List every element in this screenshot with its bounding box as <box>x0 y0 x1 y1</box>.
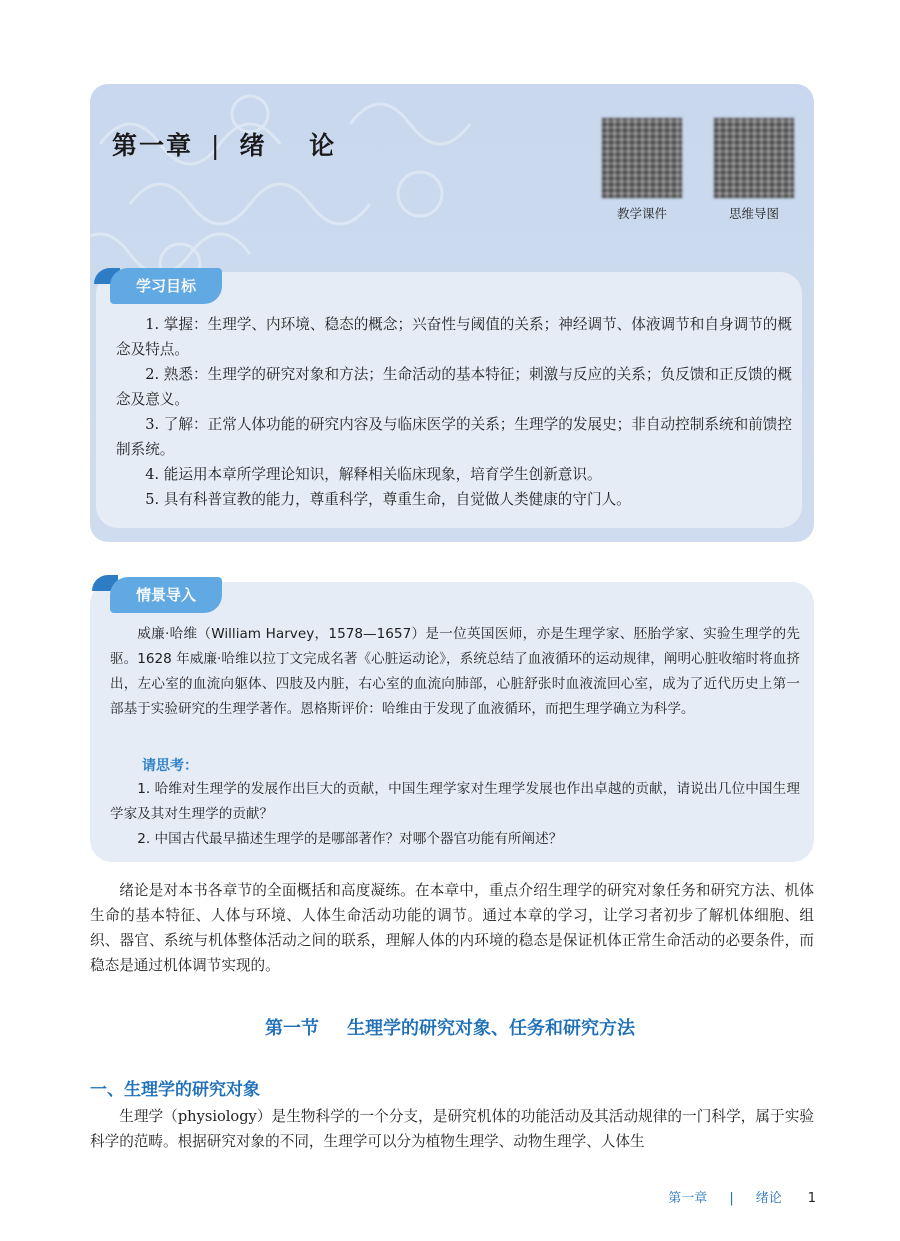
intro-paragraph: 绪论是对本书各章节的全面概括和高度凝练。在本章中，重点介绍生理学的研究对象任务和研究方法、机体生命的基本特征、人体与环境、人体生命活动功能的调节。通过本章的学习，让学习者初步了解机体细胞、组织、器官、系统与机体整体活动之间的联系，理解人体的内环境的稳态是保证机体正常生命活动的必要条件，而稳态是通过机体调节实现的。 <box>90 882 814 974</box>
section-title <box>0 1014 900 1040</box>
section-number: 第一节 <box>265 1018 319 1039</box>
chapter-banner <box>90 84 814 542</box>
think-question-1: 1. 哈维对生理学的发展作出巨大的贡献，中国生理学家对生理学发展也作出卓越的贡献，请说出几位中国生理学家及其对生理学的贡献？ <box>110 781 800 822</box>
page-number: 1 <box>807 1191 816 1206</box>
objective-item-5: 5. 具有科普宣教的能力，尊重科学，尊重生命，自觉做人类健康的守门人。 <box>145 491 631 508</box>
scenario-tab: 情景导入 <box>110 577 222 613</box>
objective-item-2: 2. 熟悉：生理学的研究对象和方法；生命活动的基本特征；刺激与反应的关系；负反馈和正反馈的概念及意义。 <box>116 366 792 408</box>
footer-chapter: 第一章 <box>668 1191 708 1206</box>
chapter-label: 第一章 <box>112 131 194 160</box>
body-paragraph: 生理学（physiology）是生物科学的一个分支，是研究机体的功能活动及其活动规律的一门科学，属于实验科学的范畴。根据研究对象的不同，生理学可以分为植物生理学、动物生理学、人体生 <box>90 1108 814 1150</box>
section-name: 生理学的研究对象、任务和研究方法 <box>347 1018 635 1039</box>
chapter-title <box>112 126 352 162</box>
qr-code-mindmap[interactable] <box>714 118 794 198</box>
objective-item-3: 3. 了解：正常人体功能的研究内容及与临床医学的关系；生理学的发展史；非自动控制系统和前馈控制系统。 <box>116 416 792 458</box>
cloud-pattern <box>90 84 814 274</box>
think-question-2: 2. 中国古代最早描述生理学的是哪部著作？对哪个器官功能有所阐述？ <box>137 831 563 847</box>
footer-name: 绪论 <box>755 1191 782 1206</box>
think-title: 请思考： <box>142 758 198 774</box>
qr-code-courseware[interactable] <box>602 118 682 198</box>
objective-item-4: 4. 能运用本章所学理论知识，解释相关临床现象，培育学生创新意识。 <box>145 466 602 483</box>
subsection-title: 一、生理学的研究对象 <box>90 1080 260 1100</box>
qr-label-mindmap: 思维导图 <box>728 206 779 221</box>
page-footer <box>668 1187 816 1206</box>
objectives-tab: 学习目标 <box>110 268 222 304</box>
footer-separator: | <box>729 1191 734 1206</box>
qr-label-courseware: 教学课件 <box>616 206 667 221</box>
scenario-text: 威廉·哈维（William Harvey，1578—1657）是一位英国医师，亦是生理学家、胚胎学家、实验生理学的先驱。1628 年威廉·哈维以拉丁文完成名著《心脏运动论》，系统总结了血液循环的运动规律，阐明心脏收缩时将血挤出，左心室的血流向躯体、四肢及内脏，右心室的血流向肺部，心脏舒张时血液流回心室，成为了近代历史上第一部基于实验研究的生理学著作。恩格斯评价：哈维由于发现了血液循环，而把生理学确立为科学。 <box>110 626 800 717</box>
title-separator: | <box>211 131 222 160</box>
chapter-name: 绪 论 <box>239 131 353 160</box>
objective-item-1: 1. 掌握：生理学、内环境、稳态的概念；兴奋性与阈值的关系；神经调节、体液调节和自身调节的概念及特点。 <box>116 316 792 358</box>
